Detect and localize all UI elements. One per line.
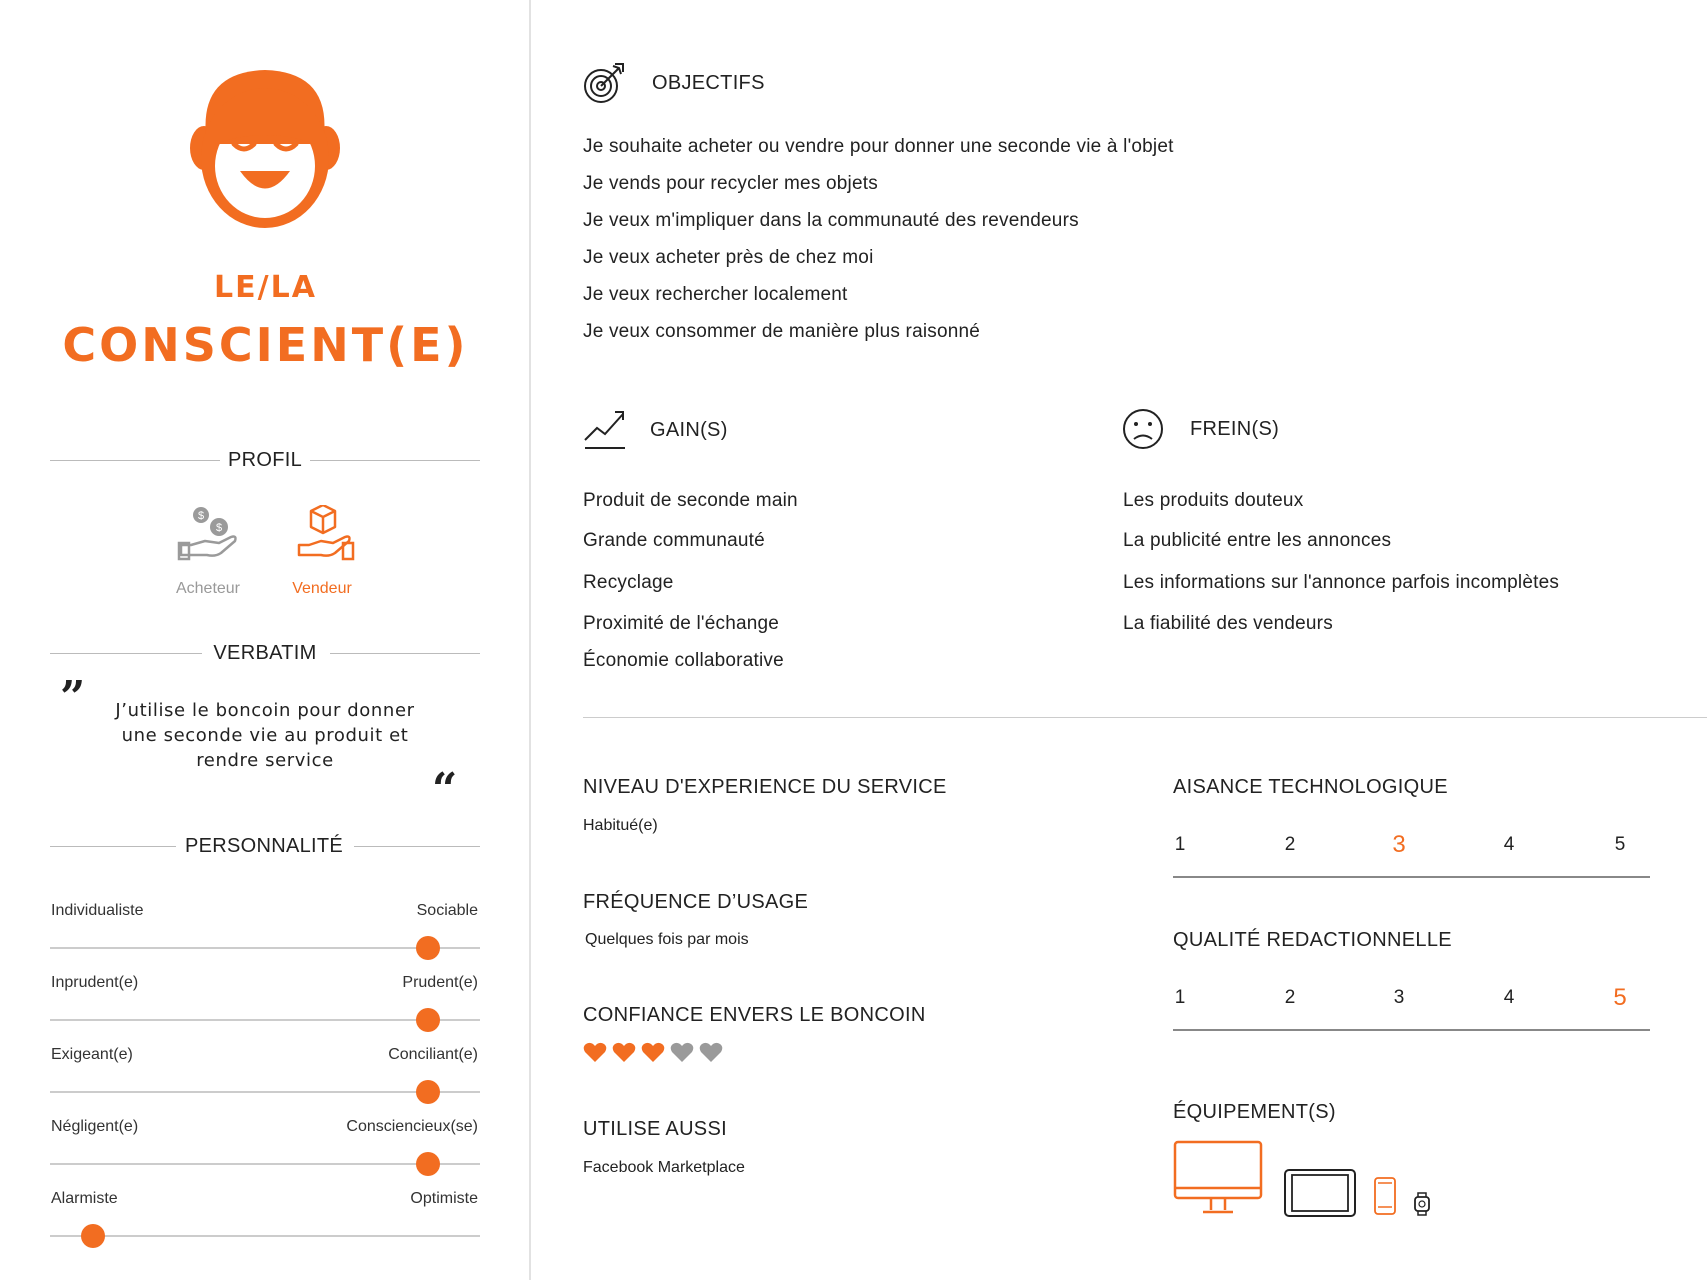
- svg-text:$: $: [215, 522, 223, 534]
- frein-item: Les informations sur l'annonce parfois incomplètes: [1123, 572, 1560, 593]
- trait-left-label: Alarmiste: [51, 1190, 118, 1207]
- coins-hand-icon: [175, 505, 241, 567]
- persona-sidebar: [0, 0, 531, 1280]
- heart-filled-icon: [612, 1041, 636, 1063]
- objectifs-list: [583, 136, 1174, 358]
- scale-value[interactable]: 1: [1174, 834, 1186, 855]
- verbatim-line: rendre service: [196, 750, 334, 771]
- frein-item: Les produits douteux: [1123, 490, 1304, 511]
- section-title-verbatim: VERBATIM: [213, 642, 317, 664]
- section-title-personnalite: PERSONNALITÉ: [184, 835, 344, 857]
- persona-details: [533, 0, 1707, 1280]
- section-title-qualite: QUALITÉ REDACTIONNELLE: [1173, 929, 1452, 951]
- verbatim-quote: [100, 698, 430, 773]
- objectif-item: Je veux acheter près de chez moi: [583, 247, 874, 268]
- section-title-gains: GAIN(S): [650, 419, 728, 441]
- svg-text:$: $: [197, 510, 205, 522]
- frequence-value: Quelques fois par mois: [585, 931, 749, 948]
- trait-slider-handle[interactable]: [416, 1008, 440, 1032]
- profil-option-acheteur: [168, 505, 248, 605]
- box-hand-icon: [289, 505, 355, 567]
- divider: [583, 717, 1707, 718]
- divider: [310, 460, 480, 461]
- heart-filled-icon: [583, 1041, 607, 1063]
- heart-filled-icon: [641, 1041, 665, 1063]
- equipement-list: [1173, 1140, 1473, 1216]
- trait-left-label: Exigeant(e): [51, 1046, 133, 1063]
- open-quote-icon: ”: [60, 672, 86, 723]
- section-title-frequence: FRÉQUENCE D’USAGE: [583, 891, 809, 913]
- objectif-item: Je veux consommer de manière plus raisonné: [583, 321, 981, 342]
- trait-right-label: Conciliant(e): [388, 1046, 478, 1063]
- scale-baseline: [1173, 876, 1650, 878]
- desktop-icon: [1173, 1140, 1263, 1216]
- gains-list: [583, 490, 798, 687]
- scale-baseline: [1173, 1029, 1650, 1031]
- section-title-confiance: CONFIANCE ENVERS LE BONCOIN: [583, 1004, 926, 1026]
- scale-value-selected[interactable]: 5: [1613, 984, 1627, 1011]
- gain-item: Économie collaborative: [583, 650, 784, 671]
- scale-value-selected[interactable]: 3: [1392, 831, 1406, 858]
- trait-slider-handle[interactable]: [416, 1152, 440, 1176]
- divider: [50, 846, 176, 847]
- scale-value[interactable]: 4: [1503, 987, 1515, 1008]
- divider: [50, 653, 202, 654]
- gain-item: Grande communauté: [583, 530, 765, 551]
- scale-value[interactable]: 2: [1284, 987, 1296, 1008]
- objectif-item: Je vends pour recycler mes objets: [583, 173, 878, 194]
- trait-right-label: Sociable: [416, 902, 478, 919]
- gain-item: Recyclage: [583, 572, 674, 593]
- persona-title: CONSCIENT(E): [62, 318, 469, 372]
- profil-option-vendeur: [282, 505, 362, 605]
- profil-label-vendeur: Vendeur: [292, 580, 352, 597]
- verbatim-line: une seconde vie au produit et: [121, 725, 409, 746]
- phone-icon: [1373, 1176, 1397, 1216]
- divider: [330, 653, 480, 654]
- scale-value[interactable]: 3: [1393, 987, 1405, 1008]
- persona-title-prefix: LE/LA: [214, 270, 317, 305]
- gain-item: Produit de seconde main: [583, 490, 798, 511]
- section-title-niveau: NIVEAU D'EXPERIENCE DU SERVICE: [583, 776, 947, 798]
- verbatim-line: J’utilise le boncoin pour donner: [115, 700, 415, 721]
- trait-left-label: Inprudent(e): [51, 974, 139, 991]
- scale-value[interactable]: 2: [1284, 834, 1296, 855]
- divider: [50, 460, 220, 461]
- freins-list: [1123, 490, 1559, 650]
- section-title-freins: FREIN(S): [1190, 418, 1280, 440]
- divider: [354, 846, 480, 847]
- trait-slider-handle[interactable]: [81, 1224, 105, 1248]
- section-title-utilise: UTILISE AUSSI: [583, 1118, 727, 1140]
- objectif-item: Je veux m'impliquer dans la communauté des revendeurs: [583, 210, 1079, 231]
- watch-icon: [1413, 1192, 1431, 1216]
- trait-slider-handle[interactable]: [416, 936, 440, 960]
- trait-right-label: Consciencieux(se): [346, 1118, 478, 1135]
- confiance-rating: [583, 1041, 728, 1065]
- section-title-objectifs: OBJECTIFS: [652, 72, 765, 94]
- section-title-equipement: ÉQUIPEMENT(S): [1173, 1101, 1336, 1123]
- target-icon: [583, 62, 625, 104]
- heart-empty-icon: [670, 1041, 694, 1063]
- niveau-value: Habitué(e): [583, 817, 658, 834]
- heart-empty-icon: [699, 1041, 723, 1063]
- trait-right-label: Optimiste: [410, 1190, 478, 1207]
- objectif-item: Je veux rechercher localement: [583, 284, 848, 305]
- sad-face-icon: [1122, 408, 1164, 450]
- trait-right-label: Prudent(e): [402, 974, 478, 991]
- trait-slider-track[interactable]: [50, 1235, 480, 1237]
- frein-item: La fiabilité des vendeurs: [1123, 613, 1333, 634]
- close-quote-icon: “: [432, 764, 458, 815]
- trait-left-label: Individualiste: [51, 902, 144, 919]
- scale-value[interactable]: 1: [1174, 987, 1186, 1008]
- section-title-profil: PROFIL: [227, 449, 303, 471]
- profil-label-acheteur: Acheteur: [175, 580, 241, 597]
- gain-item: Proximité de l'échange: [583, 613, 780, 634]
- trait-left-label: Négligent(e): [51, 1118, 139, 1135]
- trait-slider-handle[interactable]: [416, 1080, 440, 1104]
- scale-value[interactable]: 5: [1614, 834, 1626, 855]
- scale-value[interactable]: 4: [1503, 834, 1515, 855]
- section-title-aisance: AISANCE TECHNOLOGIQUE: [1173, 776, 1448, 798]
- objectif-item: Je souhaite acheter ou vendre pour donner une seconde vie à l'objet: [583, 136, 1174, 157]
- persona-avatar-icon: [190, 66, 340, 230]
- utilise-value: Facebook Marketplace: [583, 1159, 745, 1176]
- tablet-icon: [1283, 1168, 1357, 1218]
- frein-item: La publicité entre les annonces: [1123, 530, 1392, 551]
- trend-up-icon: [583, 406, 627, 450]
